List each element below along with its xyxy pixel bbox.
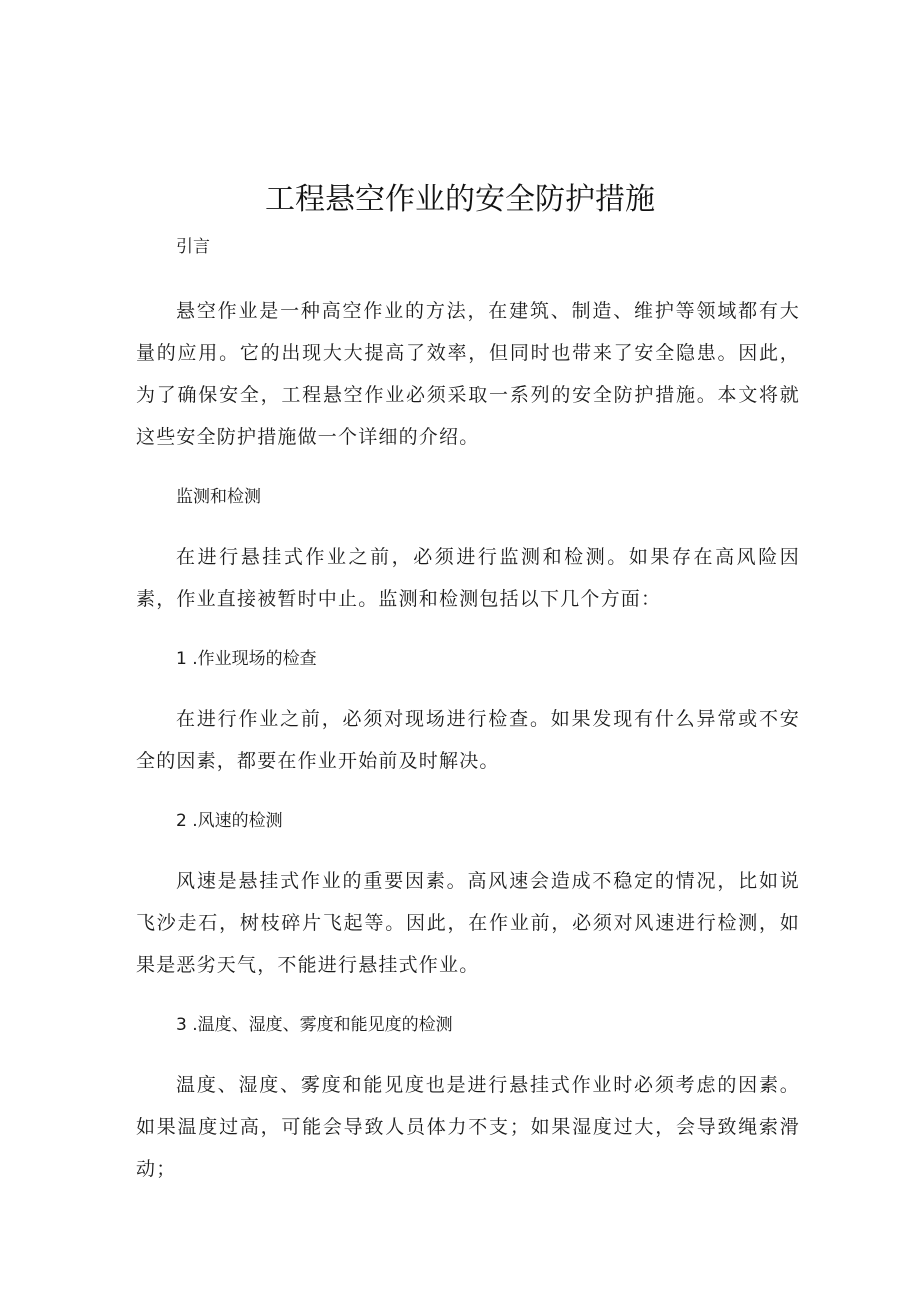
section-heading-monitoring: 监测和检测 <box>176 487 261 507</box>
document-title: 工程悬空作业的安全防护措施 <box>265 182 655 217</box>
section-heading-intro: 引言 <box>176 237 210 257</box>
paragraph-intro: 悬空作业是一种高空作业的方法，在建筑、制造、维护等领域都有大量的应用。它的出现大大提高了效率，但同时也带来了安全隐患。因此，为了确保安全，工程悬空作业必须采取一系列的安全防护措施。本文将就这些安全防护措施做一个详细的介绍。 <box>136 300 800 448</box>
section-heading-site-check: 1 .作业现场的检查 <box>176 649 317 669</box>
section-heading-wind-speed: 2 .风速的检测 <box>176 811 283 831</box>
document-body <box>136 226 800 1190</box>
paragraph-weather: 温度、湿度、雾度和能见度也是进行悬挂式作业时必须考虑的因素。如果温度过高，可能会导致人员体力不支；如果湿度过大，会导致绳索滑动； <box>136 1074 800 1180</box>
section-heading-weather: 3 .温度、湿度、雾度和能见度的检测 <box>176 1015 453 1035</box>
paragraph-site-check: 在进行作业之前，必须对现场进行检查。如果发现有什么异常或不安全的因素，都要在作业开始前及时解决。 <box>136 708 800 772</box>
paragraph-monitoring: 在进行悬挂式作业之前，必须进行监测和检测。如果存在高风险因素，作业直接被暂时中止。监测和检测包括以下几个方面： <box>136 546 800 610</box>
paragraph-wind-speed: 风速是悬挂式作业的重要因素。高风速会造成不稳定的情况，比如说飞沙走石，树枝碎片飞起等。因此，在作业前，必须对风速进行检测，如果是恶劣天气，不能进行悬挂式作业。 <box>136 870 800 976</box>
